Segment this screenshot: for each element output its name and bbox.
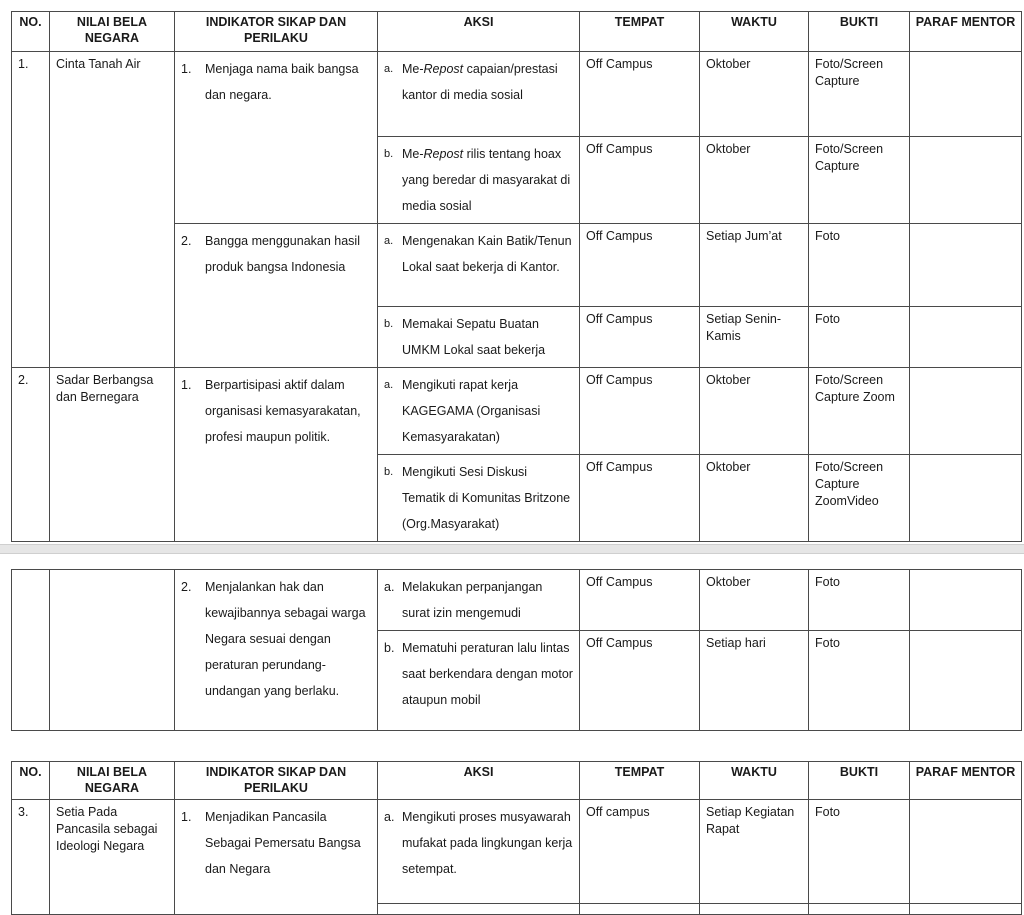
row-number: 3. [12,800,50,915]
paraf-cell [910,137,1022,224]
paraf-cell [910,368,1022,455]
nilai-bela-negara: Sadar Berbangsa dan Bernegara [50,368,175,542]
nilai-bela-negara: Setia Pada Pancasila sebagai Ideologi Negara [50,800,175,915]
paraf-cell [910,307,1022,368]
aksi-cell [378,904,580,915]
indikator-cell [175,368,378,542]
table-row [12,368,1022,455]
indikator-cell [175,52,378,224]
row-number [12,570,50,731]
aksi-letter: a. [384,810,395,824]
bukti-cell: Foto [809,570,910,631]
header-tempat: TEMPAT [580,762,700,800]
aksi-prefix: Me- [402,62,424,76]
tempat-cell: Off Campus [580,368,700,455]
indikator-cell [175,800,378,915]
header-paraf: PARAF MENTOR [910,12,1022,52]
waktu-cell [700,904,809,915]
aksi-cell [378,455,580,542]
indikator-text: Menjalankan hak dan kewajibannya sebagai warga Negara sesuai dengan peraturan perundang-undangan yang berlaku. [205,580,366,698]
header-nilai: NILAI BELA NEGARA [50,762,175,800]
paraf-cell [910,52,1022,137]
aksi-letter: a. [384,379,394,391]
aksi-text: Melakukan perpanjangan surat izin mengemudi [402,580,543,620]
aksi-cell [378,368,580,455]
tempat-cell: Off campus [580,800,700,904]
tempat-cell: Off Campus [580,224,700,307]
tempat-cell: Off Campus [580,570,700,631]
tempat-cell: Off Campus [580,137,700,224]
aksi-text: Memakai Sepatu Buatan UMKM Lokal saat bekerja [402,317,546,357]
header-waktu: WAKTU [700,762,809,800]
header-aksi: AKSI [378,12,580,52]
header-bukti: BUKTI [809,762,910,800]
aksi-text: capaian/prestasi kantor di media sosial [402,62,558,102]
paraf-cell [910,455,1022,542]
indikator-text: Menjaga nama baik bangsa dan negara. [205,62,359,102]
tempat-cell: Off Campus [580,307,700,368]
paraf-cell [910,224,1022,307]
page-break-divider [0,544,1024,554]
header-row [12,12,1022,52]
header-waktu: WAKTU [700,12,809,52]
nilai-bela-negara: Cinta Tanah Air [50,52,175,368]
nilai-bela-negara [50,570,175,731]
paraf-cell [910,904,1022,915]
header-indikator: INDIKATOR SIKAP DAN PERILAKU [175,12,378,52]
bukti-cell: Foto [809,224,910,307]
aksi-letter: b. [384,148,394,160]
table-row [12,800,1022,904]
waktu-cell: Oktober [700,570,809,631]
bukti-cell: Foto/Screen Capture [809,137,910,224]
tempat-cell: Off Campus [580,52,700,137]
indikator-cell [175,224,378,368]
activity-table-page-3 [11,761,1022,915]
aksi-text: Mematuhi peraturan lalu lintas saat berkendara dengan motor ataupun mobil [402,641,573,707]
aksi-text: Mengikuti rapat kerja KAGEGAMA (Organisasi Kemasyarakatan) [402,378,541,444]
bukti-cell: Foto [809,631,910,731]
bukti-cell: Foto/Screen Capture Zoom [809,368,910,455]
waktu-cell: Setiap Senin-Kamis [700,307,809,368]
waktu-cell: Oktober [700,137,809,224]
header-indikator: INDIKATOR SIKAP DAN PERILAKU [175,762,378,800]
bukti-cell [809,904,910,915]
header-row [12,762,1022,800]
header-tempat: TEMPAT [580,12,700,52]
activity-table-page-2 [11,569,1022,731]
aksi-text: Mengikuti proses musyawarah mufakat pada lingkungan kerja setempat. [402,810,573,876]
aksi-cell [378,800,580,904]
indikator-number: 2. [181,234,192,248]
table-row [12,570,1022,631]
aksi-letter: b. [384,318,394,330]
waktu-cell: Setiap Kegiatan Rapat [700,800,809,904]
tempat-cell [580,904,700,915]
activity-table-page-1 [11,11,1022,542]
indikator-text: Berpartisipasi aktif dalam organisasi kemasyarakatan, profesi maupun politik. [205,378,361,444]
aksi-text: Mengenakan Kain Batik/Tenun Lokal saat bekerja di Kantor. [402,234,572,274]
bukti-cell: Foto [809,307,910,368]
tempat-cell: Off Campus [580,455,700,542]
header-nilai: NILAI BELA NEGARA [50,12,175,52]
aksi-letter: a. [384,580,395,594]
waktu-cell: Oktober [700,52,809,137]
aksi-cell [378,307,580,368]
aksi-emphasis: Repost [423,147,464,161]
table-row [12,52,1022,137]
aksi-cell [378,52,580,137]
aksi-cell [378,570,580,631]
indikator-number: 2. [181,580,192,594]
aksi-letter: a. [384,235,394,247]
header-bukti: BUKTI [809,12,910,52]
aksi-prefix: Me- [402,147,424,161]
header-aksi: AKSI [378,762,580,800]
paraf-cell [910,800,1022,904]
tempat-cell: Off Campus [580,631,700,731]
header-no: NO. [12,762,50,800]
indikator-number: 1. [181,810,192,824]
row-number: 1. [12,52,50,368]
indikator-number: 1. [181,378,192,392]
row-number: 2. [12,368,50,542]
aksi-text: rilis tentang hoax yang beredar di masyarakat di media sosial [402,147,571,213]
aksi-letter: a. [384,63,394,75]
paraf-cell [910,631,1022,731]
indikator-text: Menjadikan Pancasila Sebagai Pemersatu Bangsa dan Negara [205,810,361,876]
header-paraf: PARAF MENTOR [910,762,1022,800]
aksi-cell [378,631,580,731]
waktu-cell: Oktober [700,368,809,455]
paraf-cell [910,570,1022,631]
aksi-cell [378,137,580,224]
waktu-cell: Oktober [700,455,809,542]
indikator-number: 1. [181,62,192,76]
waktu-cell: Setiap Jum’at [700,224,809,307]
bukti-cell: Foto [809,800,910,904]
bukti-cell: Foto/Screen Capture ZoomVideo [809,455,910,542]
aksi-letter: b. [384,466,394,478]
aksi-text: Mengikuti Sesi Diskusi Tematik di Komunitas Britzone (Org.Masyarakat) [402,465,571,531]
aksi-cell [378,224,580,307]
indikator-text: Bangga menggunakan hasil produk bangsa Indonesia [205,234,360,274]
aksi-letter: b. [384,641,395,655]
aksi-emphasis: Repost [423,62,464,76]
header-no: NO. [12,12,50,52]
bukti-cell: Foto/Screen Capture [809,52,910,137]
indikator-cell [175,570,378,731]
waktu-cell: Setiap hari [700,631,809,731]
